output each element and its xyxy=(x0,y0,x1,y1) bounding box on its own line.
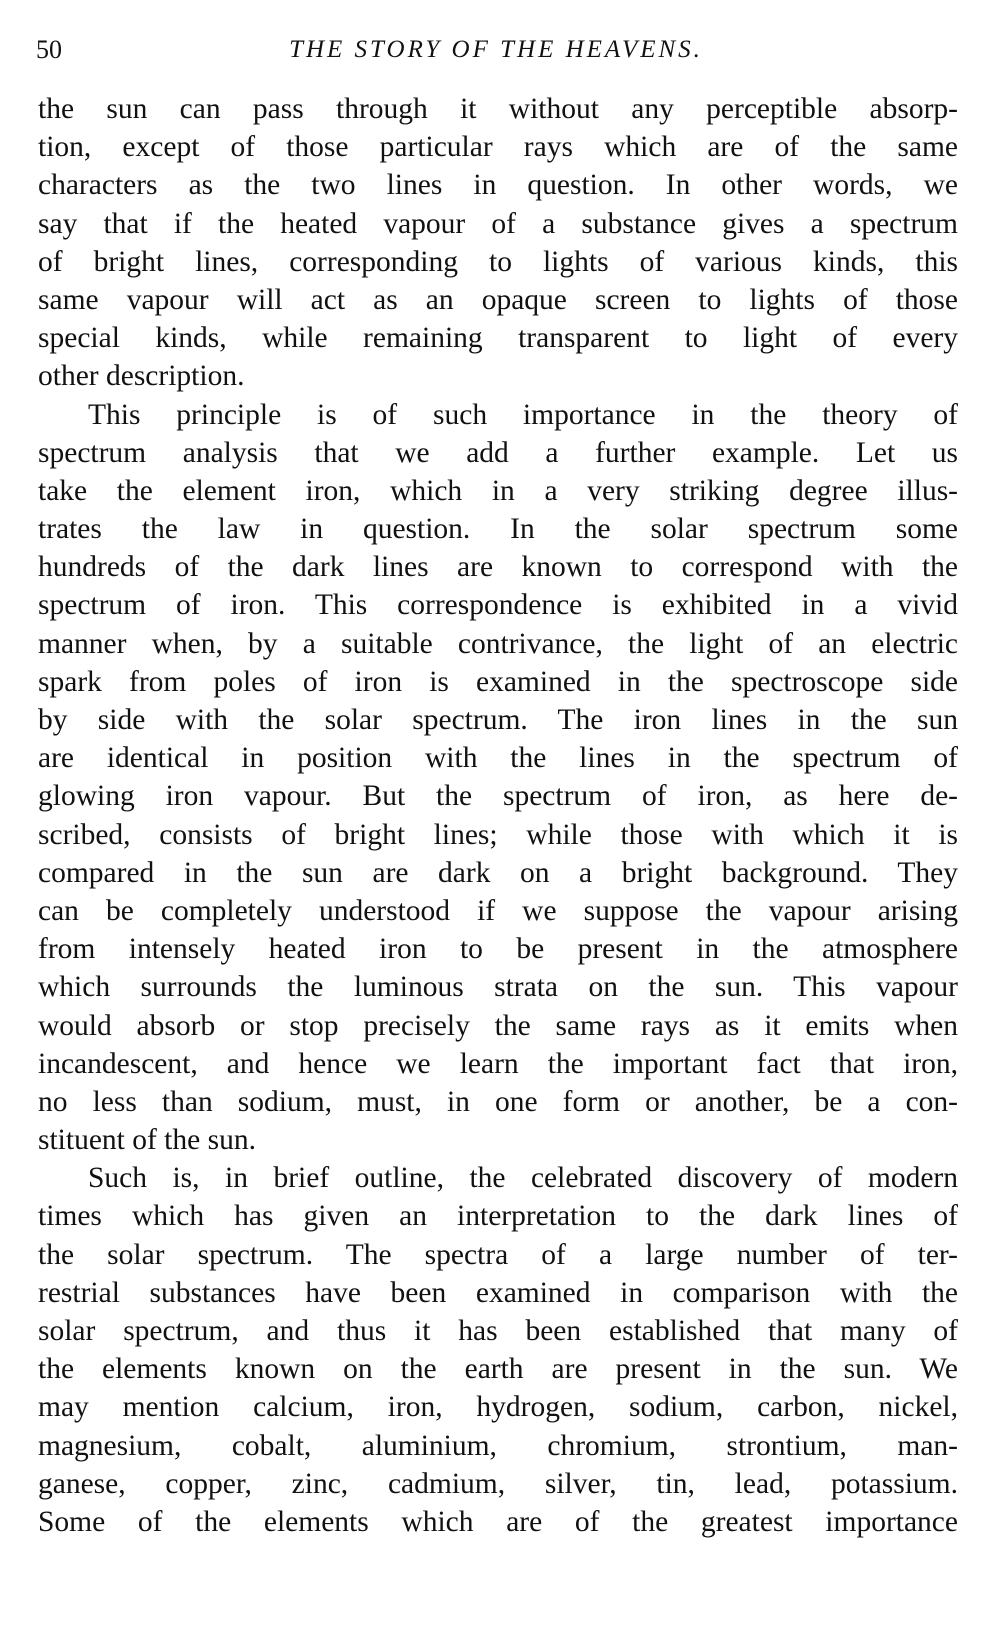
text-line: spectrum of iron. This correspondence is exhibited in a vivid xyxy=(38,589,958,622)
body-text xyxy=(38,90,958,1541)
text-line: say that if the heated vapour of a substance gives a spectrum xyxy=(38,207,958,240)
text-line: scribed, consists of bright lines; while those with which it is xyxy=(38,818,958,851)
text-line: can be completely understood if we suppose the vapour arising xyxy=(38,894,958,927)
text-line: special kinds, while remaining transparent to light of every xyxy=(38,322,958,355)
text-line: may mention calcium, iron, hydrogen, sodium, carbon, nickel, xyxy=(38,1391,958,1424)
text-line: of bright lines, corresponding to lights of various kinds, this xyxy=(38,245,958,278)
text-line: ganese, copper, zinc, cadmium, silver, tin, lead, potassium. xyxy=(38,1467,958,1500)
text-line: by side with the solar spectrum. The iron lines in the sun xyxy=(38,704,958,736)
text-line: magnesium, cobalt, aluminium, chromium, strontium, man- xyxy=(38,1429,958,1462)
text-line: the solar spectrum. The spectra of a large number of ter- xyxy=(38,1238,958,1271)
page-header xyxy=(36,30,956,70)
text-line: no less than sodium, must, in one form or another, be a con- xyxy=(38,1085,958,1118)
text-line: solar spectrum, and thus it has been established that many of xyxy=(38,1315,958,1347)
text-line: which surrounds the luminous strata on the sun. This vapour xyxy=(38,971,958,1004)
text-line: This principle is of such importance in the theory of xyxy=(88,398,958,431)
text-line: spectrum analysis that we add a further example. Let us xyxy=(38,436,958,469)
paragraph-3 xyxy=(38,1159,958,1541)
text-line: from intensely heated iron to be present in the atmosphere xyxy=(38,933,958,966)
text-line: Some of the elements which are of the greatest importance xyxy=(38,1505,958,1538)
text-line: take the element iron, which in a very striking degree illus- xyxy=(38,474,958,507)
text-line: incandescent, and hence we learn the important fact that iron, xyxy=(38,1047,958,1080)
text-line: stituent of the sun. xyxy=(38,1124,256,1157)
text-line: tion, except of those particular rays which are of the same xyxy=(38,131,958,164)
text-line: the elements known on the earth are present in the sun. We xyxy=(38,1353,958,1386)
text-line: spark from poles of iron is examined in the spectroscope side xyxy=(38,665,958,698)
text-line: same vapour will act as an opaque screen to lights of those xyxy=(38,283,958,316)
text-line: compared in the sun are dark on a bright background. They xyxy=(38,856,958,889)
text-line: other description. xyxy=(38,360,245,393)
text-line: would absorb or stop precisely the same rays as it emits when xyxy=(38,1009,958,1042)
text-line: Such is, in brief outline, the celebrated discovery of modern xyxy=(88,1162,958,1195)
text-line: are identical in position with the lines in the spectrum of xyxy=(38,742,958,775)
text-line: times which has given an interpretation to the dark lines of xyxy=(38,1200,958,1233)
paragraph-2 xyxy=(38,396,958,1160)
paragraph-1 xyxy=(38,90,958,396)
text-line: hundreds of the dark lines are known to correspond with the xyxy=(38,551,958,584)
text-line: manner when, by a suitable contrivance, the light of an electric xyxy=(38,627,958,660)
text-line: glowing iron vapour. But the spectrum of iron, as here de- xyxy=(38,780,958,813)
running-title: THE STORY OF THE HEAVENS. xyxy=(289,36,703,63)
text-line: restrial substances have been examined in comparison with the xyxy=(38,1276,958,1309)
text-line: the sun can pass through it without any perceptible absorp- xyxy=(38,93,958,125)
text-line: characters as the two lines in question. In other words, we xyxy=(38,169,958,202)
page-number: 50 xyxy=(36,35,62,64)
text-line: trates the law in question. In the solar spectrum some xyxy=(38,513,958,546)
